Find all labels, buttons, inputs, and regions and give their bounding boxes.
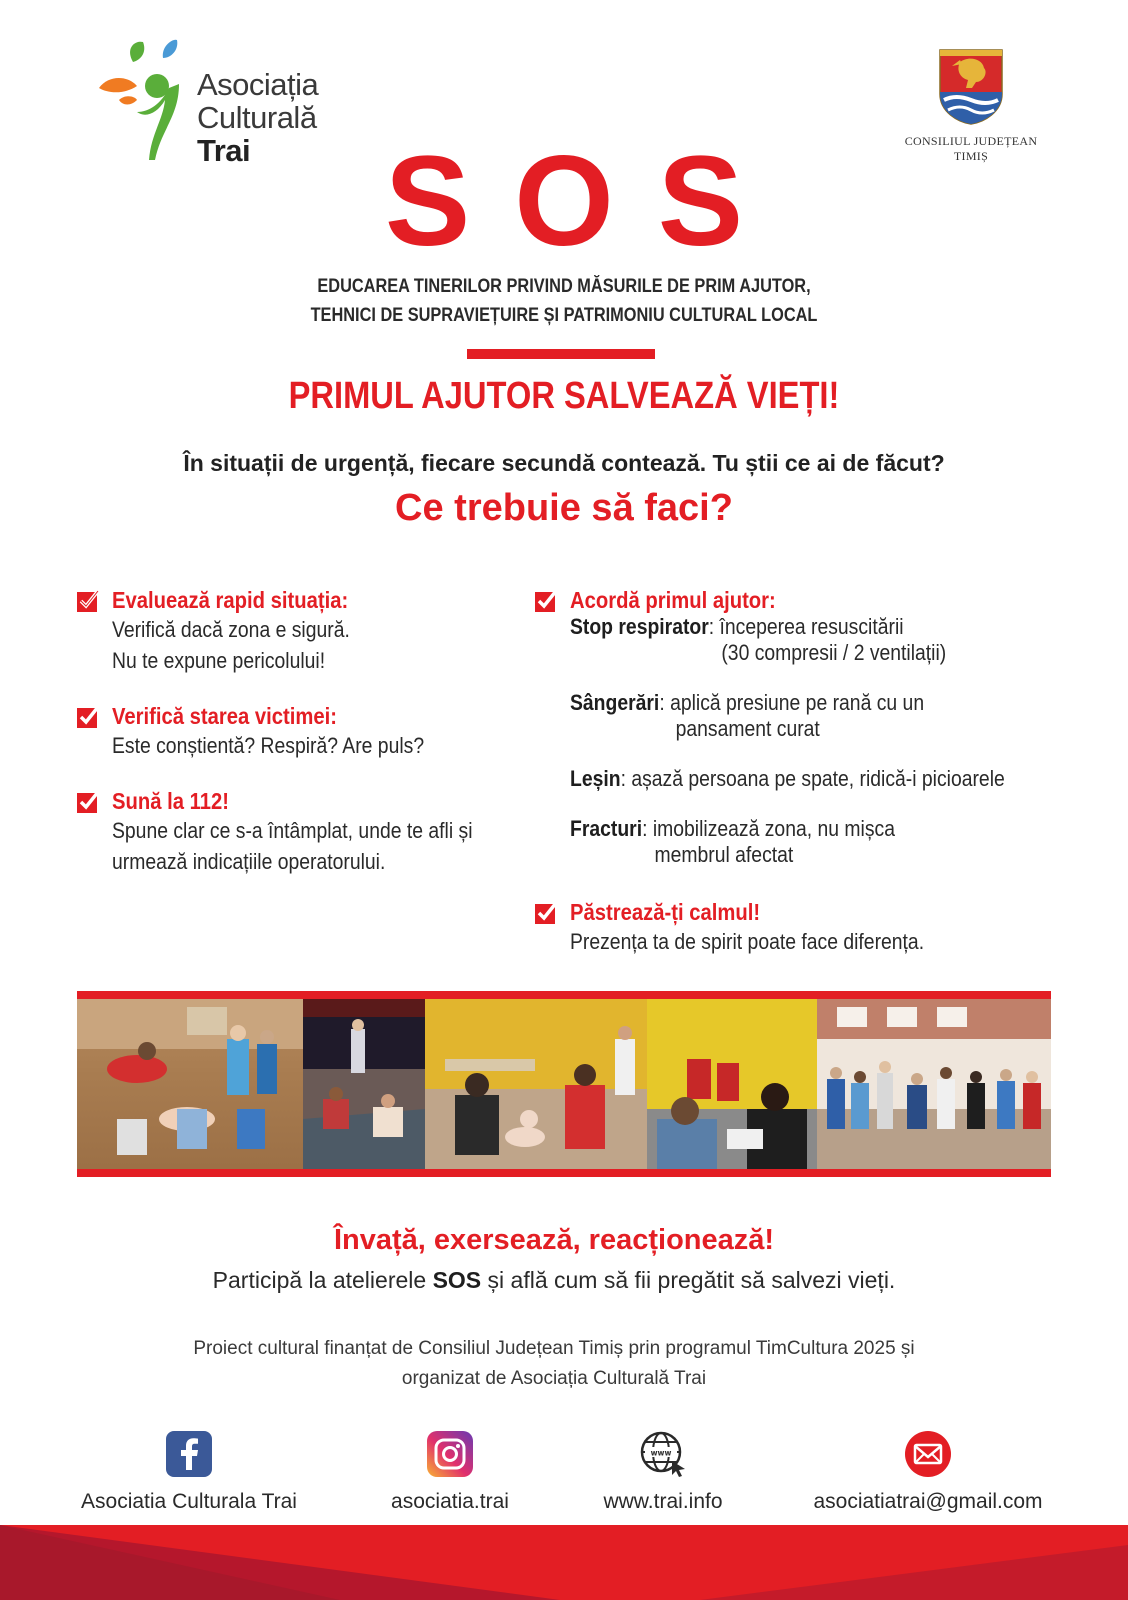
step-title: Păstrează-ți calmul! (570, 899, 761, 925)
cta-text-after: și află cum să fii pregătit să salvezi vieți. (481, 1267, 896, 1293)
subtitle-line-2: TEHNICI DE SUPRAVIEȚUIRE ȘI PATRIMONIU CULTURAL LOCAL (310, 305, 818, 326)
photo-strip (77, 991, 1051, 1177)
urgency-question: În situații de urgență, fiecare secundă contează. Tu știi ce ai de făcut? (183, 450, 945, 476)
first-aid-text: : imobilizează zona, nu mișca (642, 816, 895, 841)
step-title: Sună la 112! (112, 788, 230, 814)
step-text: Verifică dacă zona e sigură. (112, 617, 350, 642)
funding-line-1: Proiect cultural finanțat de Consiliul Județean Timiș prin programul TimCultura 2025 și (193, 1338, 915, 1359)
project-subtitle (79, 272, 1049, 330)
workshop-photo (817, 999, 1051, 1169)
step-text: urmează indicațiile operatorului. (112, 849, 386, 874)
check-icon (76, 589, 100, 613)
first-aid-term: Sângerări (570, 690, 660, 715)
first-aid-text: : aplică presiune pe rană cu un (659, 690, 925, 715)
cta-title: Învață, exersează, reacționează! (333, 1224, 775, 1256)
first-aid-item (570, 766, 1031, 792)
step-call-112 (76, 787, 516, 877)
cta-text-bold: SOS (432, 1267, 482, 1293)
subtitle-line-1: EDUCAREA TINERILOR PRIVIND MĂSURILE DE PRIM AJUTOR, (317, 276, 811, 297)
first-aid-text-continued: (30 compresii / 2 ventilații) (721, 640, 947, 665)
step-stay-calm (534, 898, 1094, 957)
check-icon (76, 790, 100, 814)
first-aid-term: Stop respirator (570, 614, 709, 639)
svg-text:www: www (650, 1448, 672, 1458)
first-aid-item (570, 614, 1031, 666)
divider-bar (467, 349, 655, 359)
workshop-photo (303, 999, 425, 1169)
first-aid-text-continued: membrul afectat (654, 842, 794, 867)
step-title: Acordă primul ajutor: (570, 587, 776, 613)
step-first-aid (534, 586, 1094, 868)
first-aid-text: : începerea resuscitării (708, 614, 904, 639)
instagram-label[interactable]: asociatia.trai (391, 1490, 509, 1513)
workshop-photo (425, 999, 647, 1169)
cta-text-before: Participă la atelierele (212, 1267, 433, 1293)
workshop-photo (77, 999, 303, 1169)
contact-instagram[interactable] (370, 1430, 530, 1514)
check-icon (534, 901, 558, 925)
logo-line-1: Asociația (197, 67, 319, 102)
facebook-label[interactable]: Asociatia Culturala Trai (81, 1490, 297, 1513)
step-text: Este conștientă? Respiră? Are puls? (112, 733, 425, 758)
instagram-icon[interactable] (426, 1430, 474, 1478)
step-evaluate (76, 586, 516, 676)
check-icon (534, 589, 558, 613)
steps-left-column (76, 586, 516, 903)
headline: PRIMUL AJUTOR SALVEAZĂ VIEȚI! (288, 375, 840, 417)
first-aid-item (570, 816, 1031, 868)
website-label[interactable]: www.trai.info (603, 1490, 723, 1513)
first-aid-text-continued: pansament curat (675, 716, 820, 741)
globe-icon[interactable] (639, 1430, 687, 1478)
council-name-line-2: TIMIȘ (953, 149, 989, 163)
facebook-icon[interactable] (165, 1430, 213, 1478)
step-text: Spune clar ce s-a întâmplat, unde te afli și (112, 818, 473, 843)
email-label[interactable]: asociatiatrai@gmail.com (813, 1490, 1043, 1513)
funding-line-2: organizat de Asociația Culturală Trai (401, 1368, 707, 1389)
logo-line-2: Culturală (197, 100, 317, 135)
cta-text (0, 1267, 1128, 1294)
first-aid-term: Leșin (570, 766, 621, 791)
email-icon[interactable] (904, 1430, 952, 1478)
footer-band (0, 1525, 1128, 1600)
contact-website[interactable] (588, 1430, 738, 1514)
step-check-victim (76, 702, 516, 761)
sos-title: SOS (384, 130, 788, 273)
council-name-line-1: CONSILIUL JUDEȚEAN (904, 134, 1038, 148)
check-icon (76, 705, 100, 729)
steps-right-column (534, 586, 1094, 983)
contact-facebook[interactable] (76, 1430, 302, 1514)
step-title: Evaluează rapid situația: (112, 587, 349, 613)
logo-line-3: Trai (197, 133, 251, 168)
section-title: Ce trebuie să faci? (395, 487, 733, 529)
contact-email[interactable] (806, 1430, 1050, 1514)
first-aid-text: : așază persoana pe spate, ridică-i picioarele (620, 766, 1005, 791)
step-text: Nu te expune pericolului! (112, 648, 326, 673)
workshop-photo (647, 999, 817, 1169)
coat-of-arms-icon (938, 48, 1004, 126)
first-aid-item (570, 690, 1031, 742)
step-text: Prezența ta de spirit poate face diferența. (570, 929, 925, 954)
funding-note (0, 1334, 1128, 1394)
first-aid-term: Fracturi (570, 816, 643, 841)
step-title: Verifică starea victimei: (112, 703, 338, 729)
